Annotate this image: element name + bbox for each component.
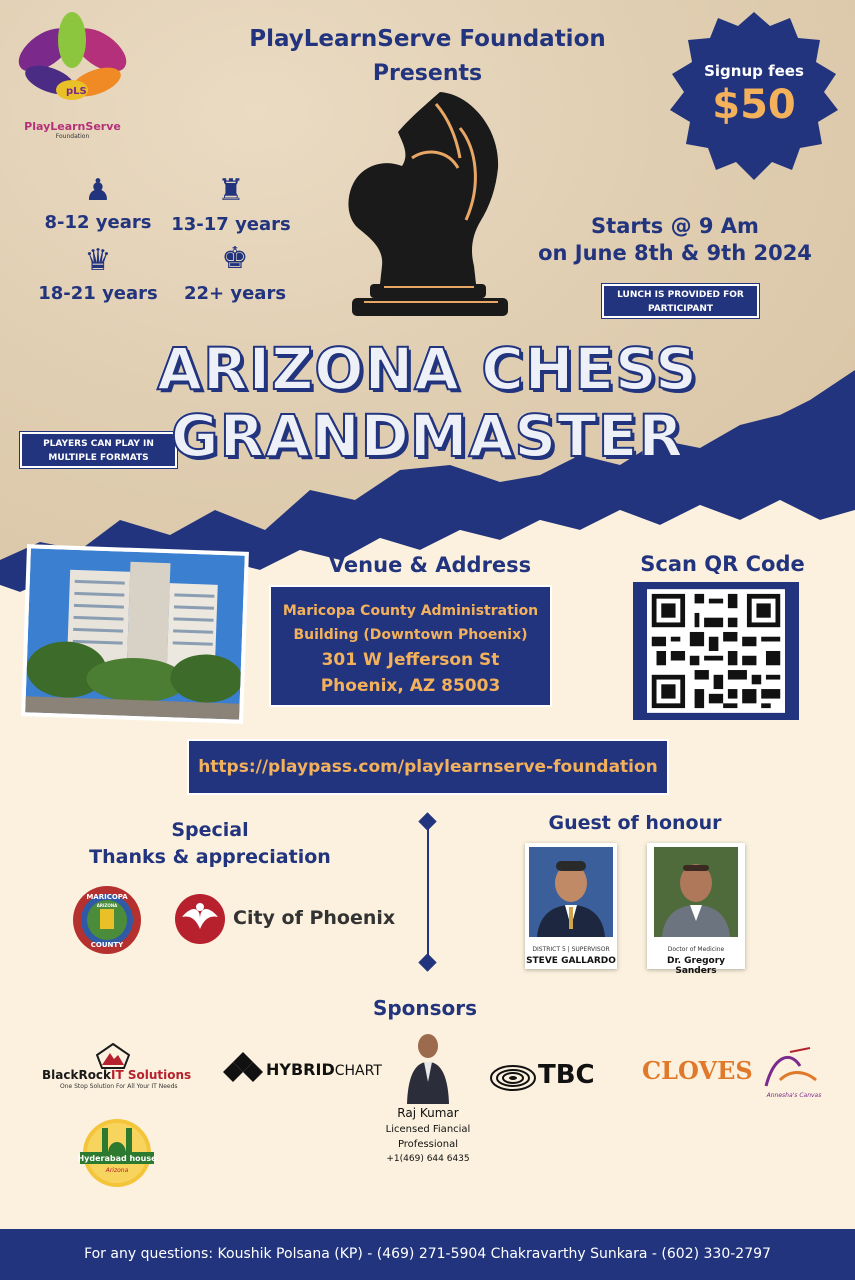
footer-contact: For any questions: Koushik Polsana (KP) - (469) 271-5904 Chakravarthy Sunkara - (602) 330-2797	[0, 1229, 855, 1280]
sponsors-heading: Sponsors	[372, 996, 478, 1020]
hybridchart-diamond-icon	[223, 1052, 263, 1086]
knight-chess-piece-icon	[340, 88, 520, 320]
logo-text: PlayLearnServe	[24, 120, 121, 133]
venue-line-1: Maricopa County Administration	[282, 603, 539, 619]
blackrock-mountain-icon	[96, 1043, 130, 1069]
lunch-line-1: LUNCH IS PROVIDED FOR	[617, 290, 744, 300]
thanks-line-2: Thanks & appreciation	[89, 846, 331, 868]
org-name: PlayLearnServe Foundation	[249, 26, 606, 52]
title-line-1: ARIZONA CHESS	[157, 335, 698, 403]
age-group-label: 18-21 years	[38, 283, 158, 304]
qr-code-frame[interactable]	[633, 582, 799, 720]
hybridchart-logo	[266, 1060, 382, 1079]
city-of-phoenix-text: City of Phoenix	[233, 907, 396, 929]
svg-text:pLS: pLS	[66, 86, 87, 97]
raj-kumar-title-2: Professional	[397, 1139, 459, 1150]
tbc-rings-icon	[490, 1064, 536, 1092]
venue-heading: Venue & Address	[328, 553, 532, 577]
svg-text:ARIZONA: ARIZONA	[96, 903, 118, 908]
age-group-label: 8-12 years	[44, 212, 152, 233]
blackrock-tagline: One Stop Solution For All Your IT Needs	[60, 1083, 178, 1090]
queen-icon: ♛	[84, 243, 112, 278]
building-photo-icon	[25, 548, 245, 719]
annesha-canvas-text: Annesha's Canvas	[766, 1092, 822, 1099]
venue-photo	[21, 544, 249, 724]
section-divider	[427, 822, 429, 962]
divider-diamond-bottom	[418, 953, 436, 971]
venue-line-3: 301 W Jefferson St	[321, 650, 500, 670]
venue-line-4: Phoenix, AZ 85003	[320, 676, 501, 696]
guest-name: STEVE GALLARDO	[526, 956, 616, 966]
registration-link[interactable]: https://playpass.com/playlearnserve-foundation	[187, 739, 669, 795]
guest-role: Doctor of Medicine	[667, 946, 725, 953]
blackrock-name: BlackRock	[42, 1068, 112, 1082]
hyderabad-house-subtext: Arizona	[105, 1167, 129, 1174]
venue-address-box	[269, 585, 552, 707]
pawn-icon: ♟	[84, 173, 112, 208]
thanks-line-1: Special	[171, 819, 249, 841]
lunch-line-2: PARTICIPANT	[647, 304, 714, 314]
blackrock-it: IT Solutions	[111, 1068, 192, 1082]
guest-card	[525, 843, 617, 969]
qr-code-icon	[647, 589, 785, 713]
cloves-logo: CLOVES	[642, 1056, 753, 1085]
raj-kumar-phone: +1(469) 644 6435	[386, 1154, 470, 1164]
hybridchart-name-b: CHART	[334, 1063, 382, 1079]
start-time: Starts @ 9 Am	[591, 214, 759, 238]
blackrock-logo	[42, 1068, 191, 1082]
formats-line-2: MULTIPLE FORMATS	[48, 453, 149, 463]
annesha-canvas-brush-icon	[760, 1046, 820, 1092]
lunch-badge	[602, 284, 759, 318]
title-line-2: GRANDMASTER	[170, 402, 685, 470]
tbc-logo: TBC	[538, 1060, 595, 1090]
guests-heading: Guest of honour	[548, 812, 722, 834]
raj-kumar-title-1: Licensed Fiancial	[385, 1124, 471, 1135]
start-dates: on June 8th & 9th 2024	[538, 241, 812, 265]
age-group-label: 22+ years	[183, 283, 287, 304]
phoenix-bird-icon	[172, 893, 228, 945]
raj-kumar-photo-icon	[405, 1030, 451, 1104]
svg-text:COUNTY: COUNTY	[90, 941, 124, 949]
signup-label: Signup fees	[704, 62, 804, 80]
guest-name: Dr. Gregory Sanders	[666, 956, 726, 976]
guest-role: DISTRICT 5 | SUPERVISOR	[532, 946, 610, 953]
guest-photo-icon	[529, 847, 613, 937]
hybridchart-name-a: HYBRID	[266, 1060, 335, 1079]
divider-diamond-top	[418, 812, 436, 830]
guest-card	[647, 843, 745, 976]
svg-text:MARICOPA: MARICOPA	[86, 893, 128, 901]
king-icon: ♚	[221, 241, 249, 276]
maricopa-county-seal-icon	[72, 885, 142, 955]
rook-icon: ♜	[217, 173, 245, 208]
signup-price: $50	[712, 82, 796, 128]
logo-subtext: Foundation	[55, 133, 90, 140]
venue-line-2: Building (Downtown Phoenix)	[293, 627, 528, 643]
qr-heading: Scan QR Code	[640, 552, 805, 576]
presents-text: Presents	[372, 61, 483, 86]
hyderabad-house-text: Hyderabad house	[77, 1154, 157, 1163]
hyderabad-house-logo-icon	[78, 1118, 156, 1188]
formats-line-1: PLAYERS CAN PLAY IN	[43, 439, 154, 449]
raj-kumar-name: Raj Kumar	[397, 1106, 459, 1120]
guest-photo-icon	[654, 847, 738, 937]
age-group-label: 13-17 years	[171, 214, 291, 235]
